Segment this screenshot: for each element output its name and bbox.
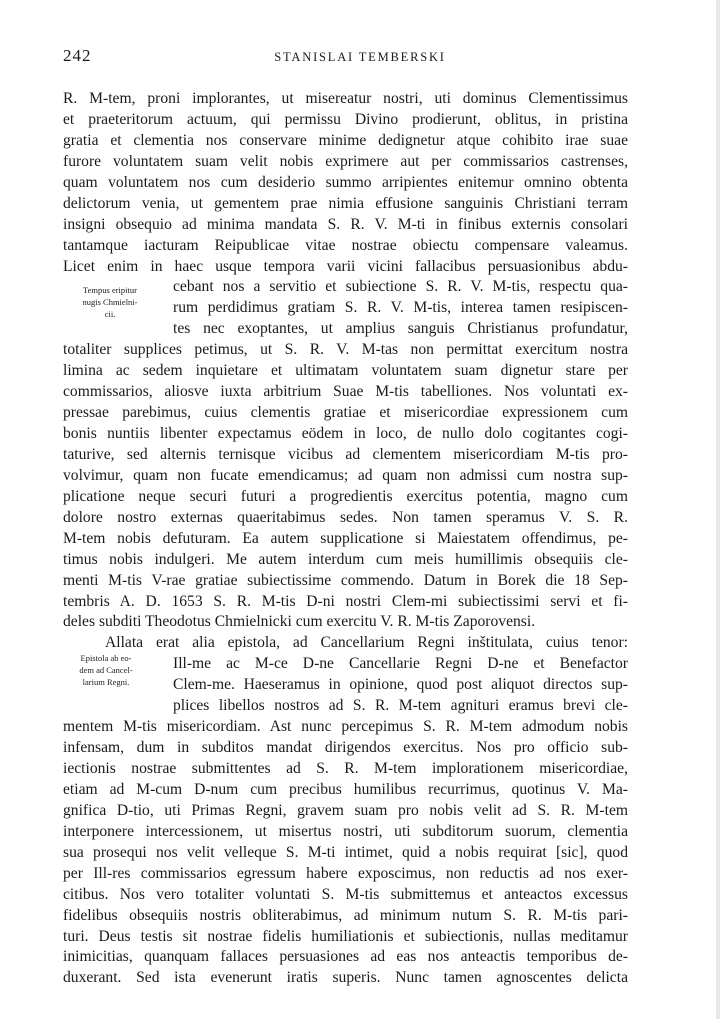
margin-note-line: dem ad Cancel-	[79, 665, 133, 675]
text-line: gnifica D-tio, uti Primas Regni, gravem suam pro nobis velit ad S. R. M-tem	[63, 801, 628, 819]
text-line: timus nobis indulgeri. Me autem interdum cum meis humillimis obsequiis cle-	[63, 550, 628, 568]
text-line: Allata erat alia epistola, ad Cancellarium Regni inštitulata, cuius tenor:	[105, 634, 628, 652]
text-line: et praeteritorum actuum, qui permissu Divino prodierunt, oblitus, in pristina	[63, 110, 628, 128]
text-line: insigni obsequio ad minima mandata S. R. V. M-ti in finibus externis consolari	[63, 215, 628, 233]
text-line: volvimur, quam non fucate emendicamus; ad quam non admissi cum nostra sup-	[63, 466, 628, 484]
text-line: totaliter supplices petimus, ut S. R. V. M-tas non permittat exercitum nostra	[63, 341, 628, 359]
text-line: Licet enim in haec usque tempora varii vicini fallacibus persuasionibus abdu-	[63, 257, 628, 275]
text-line: iectionis nostrae submittentes ad S. R. M-tem implorationem misericordiae,	[63, 760, 628, 777]
text-line: fidelibus obsequiis nostris obliterabimus, ad minimum nutum S. R. M-tis pari-	[63, 906, 628, 924]
text-line: gratia et clementia nos conservare minime dedignetur atque cohibito irae suae	[63, 131, 628, 149]
text-line: commissarios, aliosve iuxta arbitrium Suae M-tis tabelliones. Nos voluntati ex-	[63, 383, 628, 401]
text-line: per Ill-res commissarios egressum habere exposcimus, non reductis ad nos exer-	[63, 864, 628, 882]
text-line: Clem-me. Haeseramus in opinione, quod post aliquot directos sup-	[173, 676, 628, 694]
margin-note	[66, 284, 154, 320]
body-text	[63, 89, 628, 989]
text-line: Ill-me ac M-ce D-ne Cancellarie Regni D-ne et Benefactor	[173, 655, 628, 673]
margin-note-line: cii.	[104, 309, 116, 319]
text-line: pressae parebimus, cuius clementis gratiae et misericordiae expressionem cum	[63, 404, 628, 422]
page-edge	[716, 0, 720, 1019]
text-line: inimicitias, quanquam fallaces persuasiones ad eas nos anteactis temporibus de-	[63, 948, 628, 966]
text-line: R. M-tem, proni implorantes, ut misereatur nostri, uti dominus Clementissimus	[63, 90, 628, 107]
text-line: citibus. Nos vero totaliter voluntati S. M-tis submittemus et anteactos excessus	[63, 885, 628, 903]
text-line: interponere intercessionem, ut misertus nostri, uti subditorum suorum, clementia	[63, 822, 628, 840]
text-line: plices libellos nostros ad S. R. M-tem agnituri eramus brevi cle-	[173, 697, 628, 715]
text-line: plicatione neque securi futuri a progredientis exercitus potentia, magno cum	[63, 487, 628, 505]
text-line: furore voluntatem suam velit nobis exprimere aut per commissarios castrenses,	[63, 152, 628, 170]
text-line: menti M-tis V-rae gratiae subiectissime commendo. Datum in Borek die 18 Sep-	[63, 571, 628, 589]
text-line: quam voluntatem nos cum desiderio summo arripientes enitemur omnino obtenta	[63, 173, 628, 191]
text-line: dolore nostro externas quaeritabimus sedes. Non tamen speramus V. S. R.	[63, 508, 628, 526]
margin-note-line: larium Regni.	[82, 677, 130, 687]
text-line: tantamque iacturam Reipublicae vitae nostrae obiectu compensare valeamus.	[63, 236, 628, 254]
text-line: limina ac sedem inquietare et ultimatam voluntatem suam dignetur stare per	[63, 362, 628, 380]
margin-note-line: Tempus eripitur	[83, 285, 137, 295]
text-line: duxerant. Sed ista evenerunt iratis superis. Nunc tamen agnoscentes delicta	[63, 969, 628, 987]
text-line: turi. Deus testis sit nostrae fidelis humiliationis et subiectionis, nullas meditamur	[63, 927, 628, 945]
page-number: 242	[63, 46, 92, 65]
text-line: taturive, sed alternis ternisque vicibus ad clementem misericordiam M-tis pro-	[63, 445, 628, 463]
text-line: tembris A. D. 1653 S. R. M-tis D-ni nostri Clem-mi subiectissimi servi et fi-	[63, 592, 628, 610]
text-line: deles subditi Theodotus Chmielnicki cum exercitu V. R. M-tis Zaporovensi.	[63, 613, 536, 631]
margin-note-line: nugis Chmielni-	[82, 297, 138, 307]
text-line: bonis nuntiis libenter expectamus eödem in loco, de nullo dolo cogitantes cogi-	[63, 425, 628, 442]
margin-note	[63, 652, 149, 688]
text-line: etiam ad M-cum D-num cum precibus humilibus recurrimus, quotinus V. Ma-	[63, 780, 628, 798]
text-line: rum perdidimus gratiam S. R. V. M-tis, interea tamen resipiscen-	[173, 299, 628, 317]
text-line: cebant nos a servitio et subiectione S. R. V. M-tis, respectu qua-	[173, 278, 628, 296]
text-line: delictorum venia, ut gementem prae nimia effusione sanguinis Christiani terram	[63, 194, 628, 212]
text-line: M-tem nobis defuturam. Ea autem supplicatione si Maiestatem offendimus, pe-	[63, 529, 628, 547]
margin-note-line: Epistola ab eo-	[80, 653, 132, 663]
text-line: tes nec exoptantes, ut amplius sanguis Christianus profundatur,	[173, 320, 628, 338]
text-line: infensam, dum in subditos mandat dirigendos exercitus. Nos pro officio sub-	[63, 739, 628, 757]
text-line: mentem M-tis misericordiam. Ast nunc percepimus S. R. M-tem admodum nobis	[63, 718, 628, 736]
running-head: STANISLAI TEMBERSKI	[274, 50, 446, 64]
text-line: sua prosequi nos velit velleque S. M-ti intimet, quid a nobis requirat [sic], quod	[63, 843, 628, 861]
